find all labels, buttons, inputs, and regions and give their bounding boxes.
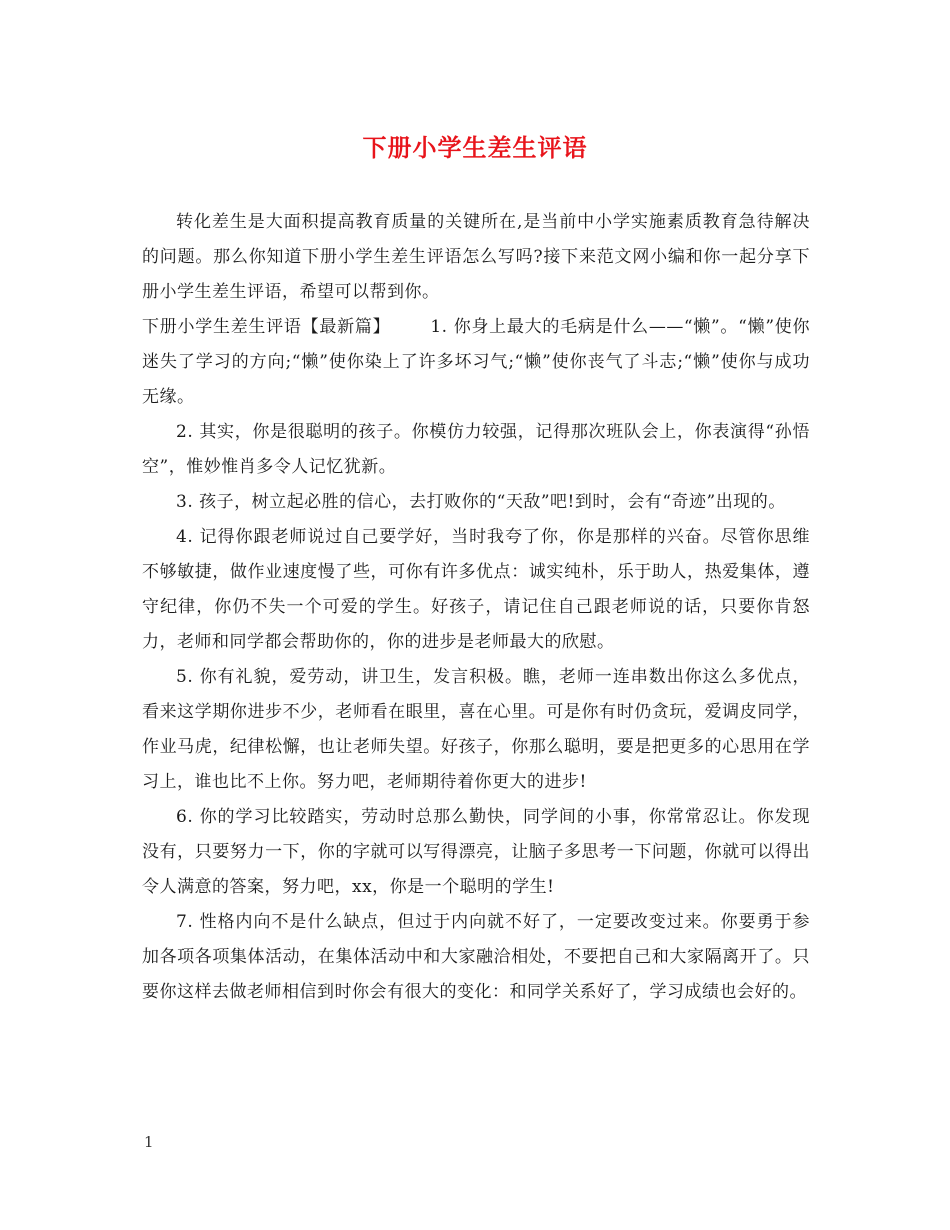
section-paragraph bbox=[142, 310, 810, 415]
document-body bbox=[142, 205, 810, 1010]
comment-item-4: 4. 记得你跟老师说过自己要学好，当时我夸了你，你是那样的兴奋。尽管你思维不够敏捷，做作业速度慢了些，可你有许多优点：诚实纯朴，乐于助人，热爱集体，遵守纪律，你仍不失一个可爱的学生。好孩子，请记住自己跟老师说的话，只要你肯怒力，老师和同学都会帮助你的，你的进步是老师最大的欣慰。 bbox=[142, 527, 810, 652]
comment-item-7: 7. 性格内向不是什么缺点，但过于内向就不好了，一定要改变过来。你要勇于参加各项各项集体活动，在集体活动中和大家融洽相处，不要把自己和大家隔离开了。只要你这样去做老师相信到时你会有很大的变化：和同学关系好了，学习成绩也会好的。 bbox=[142, 912, 810, 1002]
comment-item-6: 6. 你的学习比较踏实，劳动时总那么勤快，同学间的小事，你常常忍让。你发现没有，只要努力一下，你的字就可以写得漂亮，让脑子多思考一下问题，你就可以得出令人满意的答案，努力吧，xx，你是一个聪明的学生! bbox=[142, 807, 810, 897]
comment-item-2: 2. 其实，你是很聪明的孩子。你模仿力较强，记得那次班队会上，你表演得“孙悟空”，惟妙惟肖多令人记忆犹新。 bbox=[142, 422, 810, 477]
comment-item-5: 5. 你有礼貌，爱劳动，讲卫生，发言积极。瞧，老师一连串数出你这么多优点，看来这学期你进步不少，老师看在眼里，喜在心里。可是你有时仍贪玩，爱调皮同学，作业马虎，纪律松懈，也让老师失望。好孩子，你那么聪明，要是把更多的心思用在学习上，谁也比不上你。努力吧，老师期待着你更大的进步! bbox=[142, 667, 810, 792]
document-title: 下册小学生差生评语 bbox=[362, 133, 588, 162]
comment-item-1: 1. 你身上最大的毛病是什么——“懒”。“懒”使你迷失了学习的方向;“懒”使你染上了许多坏习气;“懒”使你丧气了斗志;“懒”使你与成功无缘。 bbox=[142, 317, 811, 407]
comment-item-3: 3. 孩子，树立起必胜的信心，去打败你的“天敌”吧!到时，会有“奇迹”出现的。 bbox=[176, 492, 786, 512]
intro-paragraph: 转化差生是大面积提高教育质量的关键所在,是当前中小学实施素质教育急待解决的问题。那么你知道下册小学生差生评语怎么写吗?接下来范文网小编和你一起分享下册小学生差生评语，希望可以帮到你。 bbox=[142, 212, 810, 302]
page-number: 1 bbox=[144, 1133, 154, 1151]
section-heading: 下册小学生差生评语【最新篇】 bbox=[142, 317, 391, 337]
